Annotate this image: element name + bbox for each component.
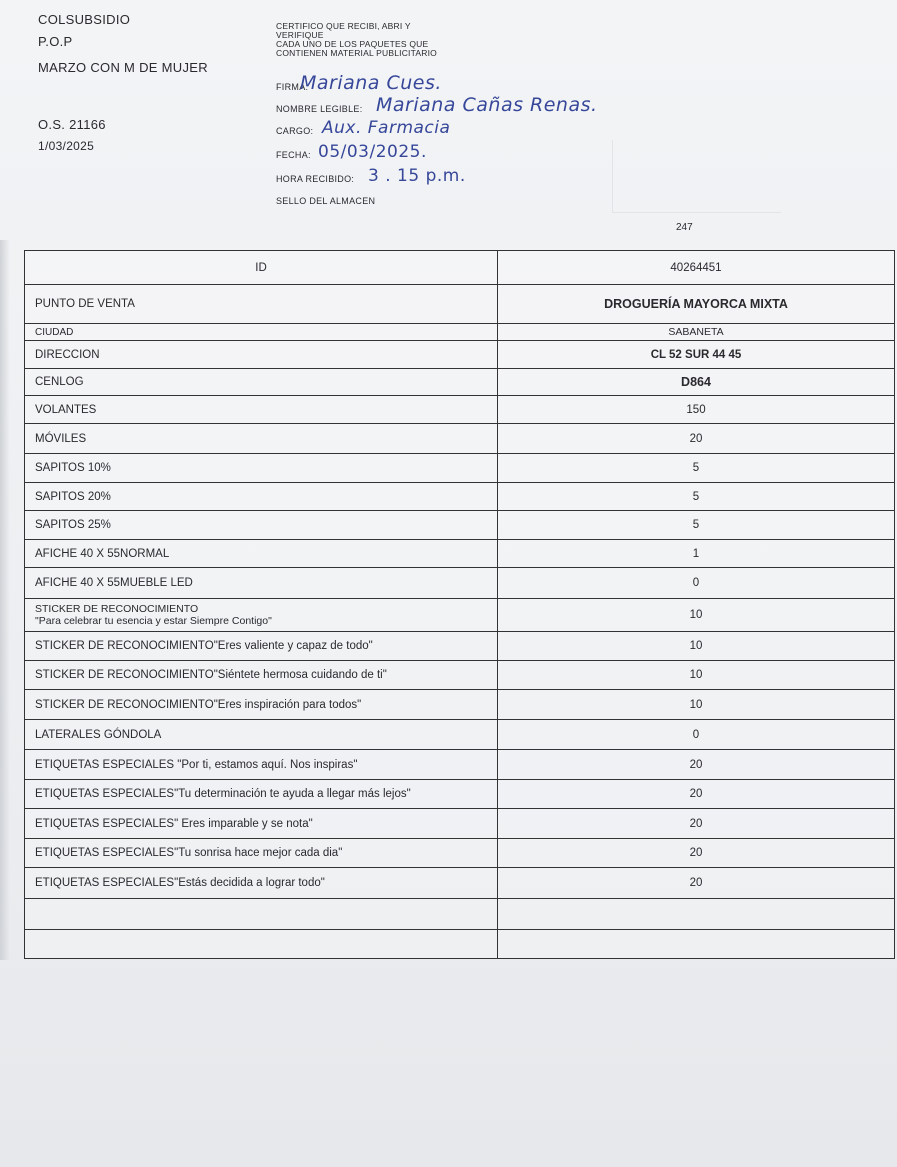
row-value: 20 xyxy=(498,780,895,809)
fecha-label: FECHA: xyxy=(276,150,311,160)
table-row xyxy=(25,809,895,839)
table-row xyxy=(25,396,895,424)
row-value: 5 xyxy=(498,483,895,511)
row-label-line: "Para celebrar tu esencia y estar Siempre Contigo" xyxy=(35,615,272,627)
materials-table xyxy=(24,250,895,959)
row-value: 20 xyxy=(498,839,895,868)
row-label: ETIQUETAS ESPECIALES "Por ti, estamos aquí. Nos inspiras" xyxy=(25,750,498,780)
order-number: O.S. 21166 xyxy=(38,117,106,132)
certificate-text xyxy=(276,22,476,58)
row-label xyxy=(25,930,498,959)
row-value: 5 xyxy=(498,511,895,540)
table-row xyxy=(25,424,895,454)
row-value: DROGUERÍA MAYORCA MIXTA xyxy=(498,285,895,324)
page-number: 247 xyxy=(676,222,693,233)
firma-label: FIRMA: xyxy=(276,82,309,92)
table-row xyxy=(25,341,895,369)
cargo-label: CARGO: xyxy=(276,126,314,136)
row-label: PUNTO DE VENTA xyxy=(25,285,498,324)
id-value: 40264451 xyxy=(498,251,895,285)
row-label: DIRECCION xyxy=(25,341,498,369)
row-label: AFICHE 40 X 55NORMAL xyxy=(25,540,498,568)
row-label: MÓVILES xyxy=(25,424,498,454)
row-label: STICKER DE RECONOCIMIENTO"Siéntete hermosa cuidando de ti" xyxy=(25,661,498,690)
row-value: 20 xyxy=(498,809,895,839)
row-value: 1 xyxy=(498,540,895,568)
table-row xyxy=(25,868,895,899)
row-value xyxy=(498,899,895,930)
row-label xyxy=(25,599,498,632)
certificate-line: CADA UNO DE LOS PAQUETES QUE xyxy=(276,39,429,49)
table-row xyxy=(25,324,895,341)
sello-label: SELLO DEL ALMACEN xyxy=(276,196,376,206)
table-row xyxy=(25,599,895,632)
row-label: AFICHE 40 X 55MUEBLE LED xyxy=(25,568,498,599)
row-value: 0 xyxy=(498,568,895,599)
row-value: 20 xyxy=(498,424,895,454)
id-label: ID xyxy=(25,251,498,285)
row-label: CIUDAD xyxy=(25,324,498,341)
nombre-value: Mariana Cañas Renas. xyxy=(376,94,598,116)
company-name: COLSUBSIDIO xyxy=(38,12,131,27)
table-row xyxy=(25,690,895,720)
row-value: 0 xyxy=(498,720,895,750)
row-label: CENLOG xyxy=(25,369,498,396)
row-label: SAPITOS 10% xyxy=(25,454,498,483)
row-label: STICKER DE RECONOCIMIENTO"Eres valiente y capaz de todo" xyxy=(25,632,498,661)
row-label: LATERALES GÓNDOLA xyxy=(25,720,498,750)
table-row xyxy=(25,540,895,568)
row-value: 20 xyxy=(498,750,895,780)
row-value: 10 xyxy=(498,661,895,690)
table-row xyxy=(25,839,895,868)
order-date: 1/03/2025 xyxy=(38,139,95,153)
pop-label: P.O.P xyxy=(38,34,73,49)
row-value: 10 xyxy=(498,690,895,720)
table-row xyxy=(25,285,895,324)
faded-stamp xyxy=(612,140,781,213)
certificate-line: VERIFIQUE xyxy=(276,30,324,40)
row-label: SAPITOS 20% xyxy=(25,483,498,511)
row-label-line: STICKER DE RECONOCIMIENTO xyxy=(35,603,199,615)
row-label: VOLANTES xyxy=(25,396,498,424)
row-label: ETIQUETAS ESPECIALES"Estás decidida a lograr todo" xyxy=(25,868,498,899)
page-edge-shadow xyxy=(0,240,10,960)
row-label xyxy=(25,899,498,930)
row-label: ETIQUETAS ESPECIALES" Eres imparable y se nota" xyxy=(25,809,498,839)
row-value: 150 xyxy=(498,396,895,424)
table-row xyxy=(25,899,895,930)
table-header-row xyxy=(25,251,895,285)
row-value: SABANETA xyxy=(498,324,895,341)
row-label: STICKER DE RECONOCIMIENTO"Eres inspiración para todos" xyxy=(25,690,498,720)
row-value xyxy=(498,930,895,959)
fecha-value: 05/03/2025. xyxy=(318,142,427,162)
certificate-line: CONTIENEN MATERIAL PUBLICITARIO xyxy=(276,48,437,58)
certificate-line: CERTIFICO QUE RECIBI, ABRI Y xyxy=(276,21,411,31)
table-row xyxy=(25,720,895,750)
row-value: 20 xyxy=(498,868,895,899)
table-row xyxy=(25,454,895,483)
table-row xyxy=(25,780,895,809)
table-row xyxy=(25,369,895,396)
row-value: 5 xyxy=(498,454,895,483)
row-label: ETIQUETAS ESPECIALES"Tu sonrisa hace mejor cada dia" xyxy=(25,839,498,868)
firma-signature: Mariana Cues. xyxy=(300,72,442,94)
row-label: ETIQUETAS ESPECIALES"Tu determinación te ayuda a llegar más lejos" xyxy=(25,780,498,809)
campaign-name: MARZO CON M DE MUJER xyxy=(38,60,208,75)
table-row xyxy=(25,568,895,599)
table-row xyxy=(25,750,895,780)
cargo-value: Aux. Farmacia xyxy=(322,118,451,138)
table-row xyxy=(25,483,895,511)
row-label: SAPITOS 25% xyxy=(25,511,498,540)
table-row xyxy=(25,661,895,690)
row-value: CL 52 SUR 44 45 xyxy=(498,341,895,369)
row-value: 10 xyxy=(498,632,895,661)
row-value: D864 xyxy=(498,369,895,396)
nombre-label: NOMBRE LEGIBLE: xyxy=(276,104,363,114)
table-row xyxy=(25,511,895,540)
row-value: 10 xyxy=(498,599,895,632)
table-row xyxy=(25,930,895,959)
hora-label: HORA RECIBIDO: xyxy=(276,174,355,184)
table-row xyxy=(25,632,895,661)
hora-value: 3 . 15 p.m. xyxy=(368,166,466,186)
